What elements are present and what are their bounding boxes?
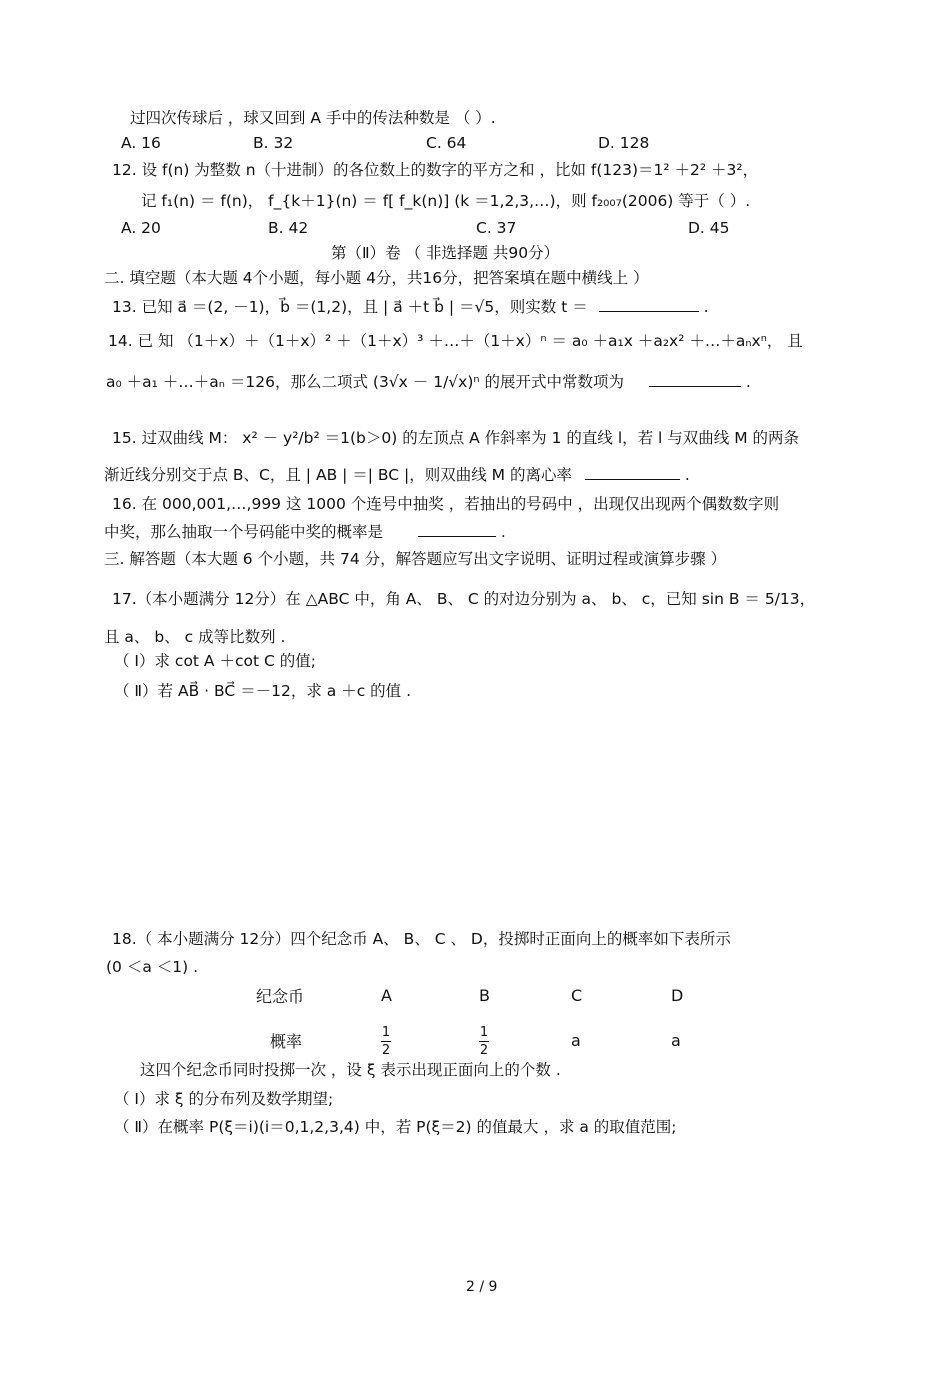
q18-part1: （ Ⅰ）求 ξ 的分布列及数学期望; (114, 1090, 334, 1108)
table-cell: A (381, 985, 392, 1005)
q17-part1: （ Ⅰ）求 cot A ＋cot C 的值; (114, 652, 316, 670)
q16-line2-text: 中奖，那么抽取一个号码能中奖的概率是 (104, 523, 384, 541)
table-row-header: 概率 (270, 1031, 303, 1051)
q14-line1: 14. 已 知 （1＋x）＋（1＋x）² ＋（1＋x）³ ＋…＋（1＋x）ⁿ ＝ a₀ ＋a₁x ＋a₂x² ＋…＋aₙxⁿ， 且 (108, 332, 803, 350)
fraction: $\frac{1}{2}$ (381, 1025, 391, 1058)
q12-option-d: D. 45 (688, 219, 730, 237)
q17-line2: 且 a、 b、 c 成等比数列 . (104, 628, 286, 646)
q18-part2: （ Ⅱ）在概率 P(ξ＝i)(i＝0,1,2,3,4) 中，若 P(ξ＝2) 的值最大 ，求 a 的取值范围; (114, 1118, 677, 1136)
answer-blank (649, 372, 741, 387)
answer-blank (418, 522, 496, 537)
table-cell: C (571, 985, 583, 1005)
section2-header: 二. 填空题（本大题 4个小题，每小题 4分，共16分，把答案填在题中横线上 ） (104, 269, 649, 287)
q13-text: 13. 已知 a⃗ ＝(2, －1)，b⃗ ＝(1,2)，且 | a⃗ ＋t b⃗ | ＝√5，则实数 t ＝ (112, 298, 588, 316)
q15-line2: 渐近线分别交于点 B、C，且 | AB | ＝| BC |，则双曲线 M 的离心率 . (104, 466, 690, 484)
q14-line2: a₀ ＋a₁ ＋…＋aₙ ＝126，那么二项式 (3√x － 1/√x)ⁿ 的展开式中常数项为 . (106, 373, 751, 391)
q15-line1: 15. 过双曲线 M： x² － y²/b² ＝1(b＞0) 的左顶点 A 作斜率为 1 的直线 l，若 l 与双曲线 M 的两条 (112, 429, 800, 447)
q17-line1: 17.（本小题满分 12分）在 △ABC 中，角 A、 B、 C 的对边分别为 a、 b、 c，已知 sin B ＝ 5/13， (112, 590, 816, 608)
q18-line1: 18.（ 本小题满分 12分）四个纪念币 A、 B、 C 、 D，投掷时正面向上的概率如下表所示 (112, 930, 731, 948)
section3-header: 三. 解答题（本大题 6 个小题，共 74 分，解答题应写出文字说明、证明过程或演算步骤 ） (104, 550, 727, 568)
q14-line2-text: a₀ ＋a₁ ＋…＋aₙ ＝126，那么二项式 (3√x － 1/√x)ⁿ 的展开式中常数项为 (106, 373, 624, 391)
q17-part2: （ Ⅱ）若 AB⃗ · BC⃗ ＝－12，求 a ＋c 的值 . (114, 682, 411, 700)
table-cell: B (479, 985, 490, 1005)
table-cell: D (671, 985, 684, 1005)
q11-tail: 过四次传球后 ，球又回到 A 手中的传法种数是 （ ）. (130, 109, 496, 127)
q11-option-b: B. 32 (253, 134, 294, 152)
q12-option-b: B. 42 (268, 219, 309, 237)
q18-line2: (0 ＜a ＜1) . (106, 958, 199, 976)
part2-title: 第（Ⅱ）卷 （ 非选择题 共90分） (331, 244, 560, 262)
table-cell: a (671, 1030, 681, 1050)
q12-option-c: C. 37 (476, 219, 517, 237)
q16-line1: 16. 在 000,001,…,999 这 1000 个连号中抽奖 ，若抽出的号码中 ，出现仅出现两个偶数数字则 (112, 495, 780, 513)
table-cell: a (571, 1030, 581, 1050)
fraction: $\frac{1}{2}$ (479, 1025, 489, 1058)
coin-probability-table (256, 980, 731, 1070)
q13: 13. 已知 a⃗ ＝(2, －1)，b⃗ ＝(1,2)，且 | a⃗ ＋t b⃗ | ＝√5，则实数 t ＝ . (112, 298, 709, 316)
q11-option-c: C. 64 (426, 134, 467, 152)
q11-option-a: A. 16 (121, 134, 161, 152)
table-row (256, 980, 731, 1010)
answer-blank (585, 465, 680, 480)
answer-blank (599, 297, 699, 312)
q16-line2: 中奖，那么抽取一个号码能中奖的概率是 . (104, 523, 506, 541)
q11-option-d: D. 128 (598, 134, 650, 152)
q15-line2-text: 渐近线分别交于点 B、C，且 | AB | ＝| BC |，则双曲线 M 的离心率 (104, 466, 572, 484)
table-row-header: 纪念币 (256, 986, 305, 1006)
q18-line3: 这四个纪念币同时投掷一次 ，设 ξ 表示出现正面向上的个数 . (140, 1061, 561, 1079)
page-number: 2 / 9 (466, 1279, 498, 1295)
q12-line2: 记 f₁(n) ＝ f(n)， f_{k＋1}(n) ＝ f[ f_k(n)] (k ＝1,2,3,…)，则 f₂₀₀₇(2006) 等于（ ）. (141, 192, 751, 210)
q12-line1: 12. 设 f(n) 为整数 n（十进制）的各位数上的数字的平方之和 ，比如 f(123)＝1² ＋2² ＋3²， (112, 161, 759, 179)
q12-option-a: A. 20 (121, 219, 161, 237)
